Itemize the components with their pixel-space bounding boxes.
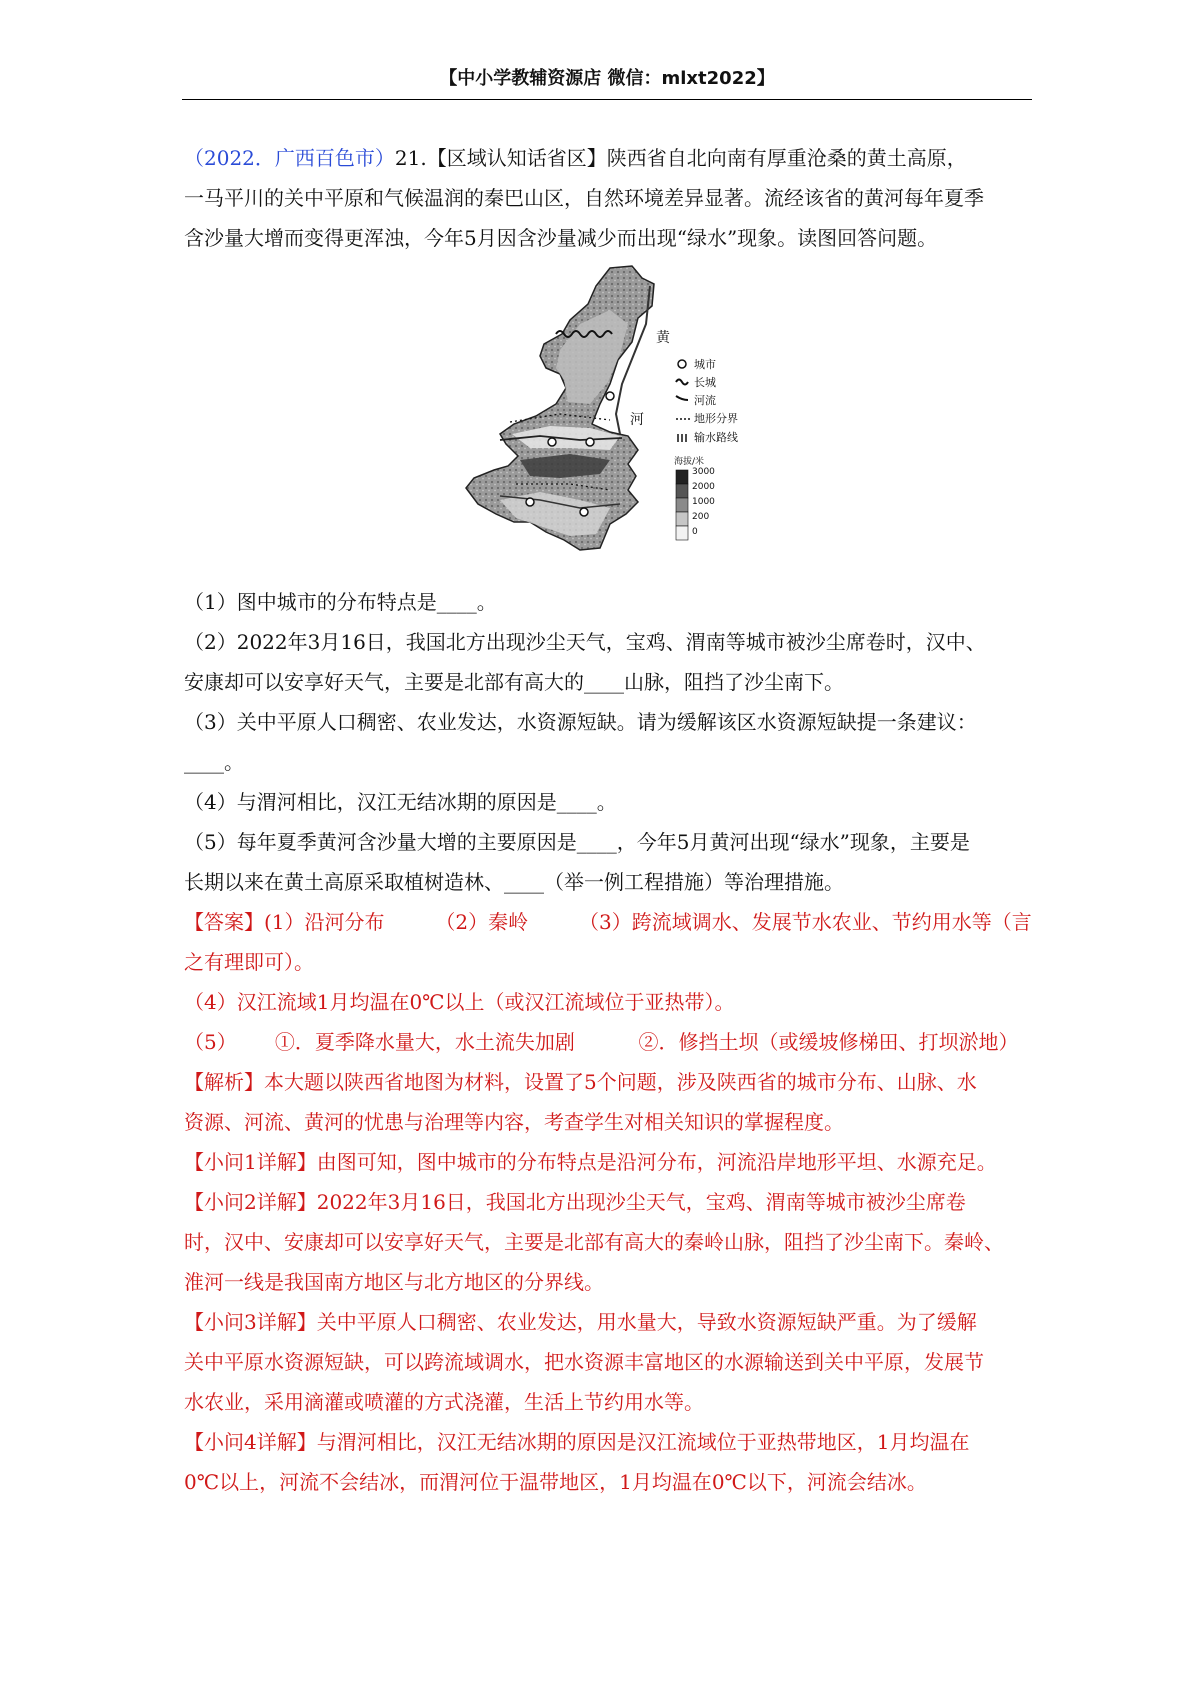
detail-2-line-3: 淮河一线是我国南方地区与北方地区的分界线。 — [184, 1270, 604, 1294]
question-stem-line-2: 一马平川的关中平原和气候温润的秦巴山区，自然环境差异显著。流经该省的黄河每年夏季 — [184, 186, 984, 210]
sub-question-4: （4）与渭河相比，汉江无结冰期的原因是____。 — [184, 790, 617, 814]
map-river-label-huang: 黄 — [656, 330, 670, 346]
elevation-swatch-2000 — [676, 484, 688, 498]
city-marker — [606, 392, 614, 400]
elevation-swatch-3000 — [676, 470, 688, 484]
detail-2-line-1: 【小问2详解】2022年3月16日，我国北方出现沙尘天气，宝鸡、渭南等城市被沙尘席卷 — [184, 1190, 966, 1214]
elevation-swatch-200 — [676, 512, 688, 526]
question-source: （2022．广西百色市） — [184, 146, 395, 170]
question-number-title: 21.【区域认知话省区】 — [394, 146, 607, 170]
legend-label-boundary: 地形分界 — [694, 412, 738, 425]
detail-3-line-2: 关中平原水资源短缺，可以跨流域调水，把水资源丰富地区的水源输送到关中平原，发展节 — [184, 1350, 984, 1374]
page-header: 【中小学教辅资源店 微信：mlxt2022】 — [439, 68, 775, 89]
sub-question-5-line-1: （5）每年夏季黄河含沙量大增的主要原因是____，今年5月黄河出现“绿水”现象，主要是 — [184, 830, 970, 854]
detail-3-line-1: 【小问3详解】关中平原人口稠密、农业发达，用水量大，导致水资源短缺严重。为了缓解 — [184, 1310, 977, 1334]
question-stem-line-1 — [184, 138, 1030, 178]
detail-1: 【小问1详解】由图可知，图中城市的分布特点是沿河分布，河流沿岸地形平坦、水源充足。 — [184, 1150, 997, 1174]
document-body — [184, 138, 1030, 1502]
header-divider — [182, 99, 1032, 100]
detail-3-line-3: 水农业，采用滴灌或喷灌的方式浇灌，生活上节约用水等。 — [184, 1390, 704, 1414]
sub-question-3-line-2: ____。 — [184, 750, 244, 774]
map-legend — [674, 358, 738, 540]
detail-4-line-2: 0℃以上，河流不会结冰，而渭河位于温带地区，1月均温在0℃以下，河流会结冰。 — [184, 1470, 927, 1494]
detail-4-line-1: 【小问4详解】与渭河相比，汉江无结冰期的原因是汉江流域位于亚热带地区，1月均温在 — [184, 1430, 970, 1454]
city-marker — [548, 438, 556, 446]
city-marker — [586, 438, 594, 446]
legend-label-city: 城市 — [694, 358, 716, 371]
elevation-tick: 3000 — [692, 467, 715, 477]
river-icon — [676, 396, 688, 400]
detail-2-line-2: 时，汉中、安康却可以安享好天气，主要是北部有高大的秦岭山脉，阻挡了沙尘南下。秦岭、 — [184, 1230, 1004, 1254]
question-stem-text: 陕西省自北向南有厚重沧桑的黄土高原， — [606, 146, 967, 170]
answer-line-4: （5） ①．夏季降水量大，水土流失加剧 ②．修挡土坝（或缓坡修梯田、打坝淤地） — [184, 1030, 1019, 1054]
sub-question-2-line-1: （2）2022年3月16日，我国北方出现沙尘天气，宝鸡、渭南等城市被沙尘席卷时，汉中、 — [184, 630, 986, 654]
shaanxi-map-figure — [184, 264, 1030, 574]
sub-question-1: （1）图中城市的分布特点是____。 — [184, 590, 497, 614]
legend-label-river: 河流 — [694, 394, 716, 407]
question-stem-line-3: 含沙量大增而变得更浑浊，今年5月因含沙量减少而出现“绿水”现象。读图回答问题。 — [184, 226, 938, 250]
elevation-tick: 200 — [692, 512, 710, 522]
sub-question-5-line-2: 长期以来在黄土高原采取植树造林、____（举一例工程措施）等治理措施。 — [184, 870, 844, 894]
city-marker — [526, 498, 534, 506]
sub-question-2-line-2: 安康却可以安享好天气，主要是北部有高大的____山脉，阻挡了沙尘南下。 — [184, 670, 844, 694]
great-wall-icon — [676, 380, 688, 385]
answer-line-1: 【答案】(1）沿河分布 （2）秦岭 （3）跨流域调水、发展节水农业、节约用水等（言 — [184, 910, 1032, 934]
elevation-tick: 1000 — [692, 497, 715, 507]
legend-label-wall: 长城 — [694, 376, 716, 389]
analysis-line-1: 【解析】本大题以陕西省地图为材料，设置了5个问题，涉及陕西省的城市分布、山脉、水 — [184, 1070, 977, 1094]
city-icon — [678, 360, 686, 368]
sub-question-3-line-1: （3）关中平原人口稠密、农业发达，水资源短缺。请为缓解该区水资源短缺提一条建议： — [184, 710, 977, 734]
answer-line-3: （4）汉江流域1月均温在0℃以上（或汉江流域位于亚热带）。 — [184, 990, 735, 1014]
shaanxi-map — [460, 264, 780, 574]
city-marker — [580, 508, 588, 516]
elevation-tick: 0 — [692, 527, 698, 537]
elevation-tick: 2000 — [692, 482, 715, 492]
legend-label-route: 输水路线 — [694, 431, 738, 444]
answer-line-2: 之有理即可）。 — [184, 950, 314, 974]
analysis-line-2: 资源、河流、黄河的忧患与治理等内容，考查学生对相关知识的掌握程度。 — [184, 1110, 844, 1134]
elevation-title: 海拔/米 — [674, 457, 705, 467]
elevation-swatch-1000 — [676, 498, 688, 512]
elevation-swatch-0 — [676, 526, 688, 540]
map-river-label-he: 河 — [630, 412, 644, 428]
